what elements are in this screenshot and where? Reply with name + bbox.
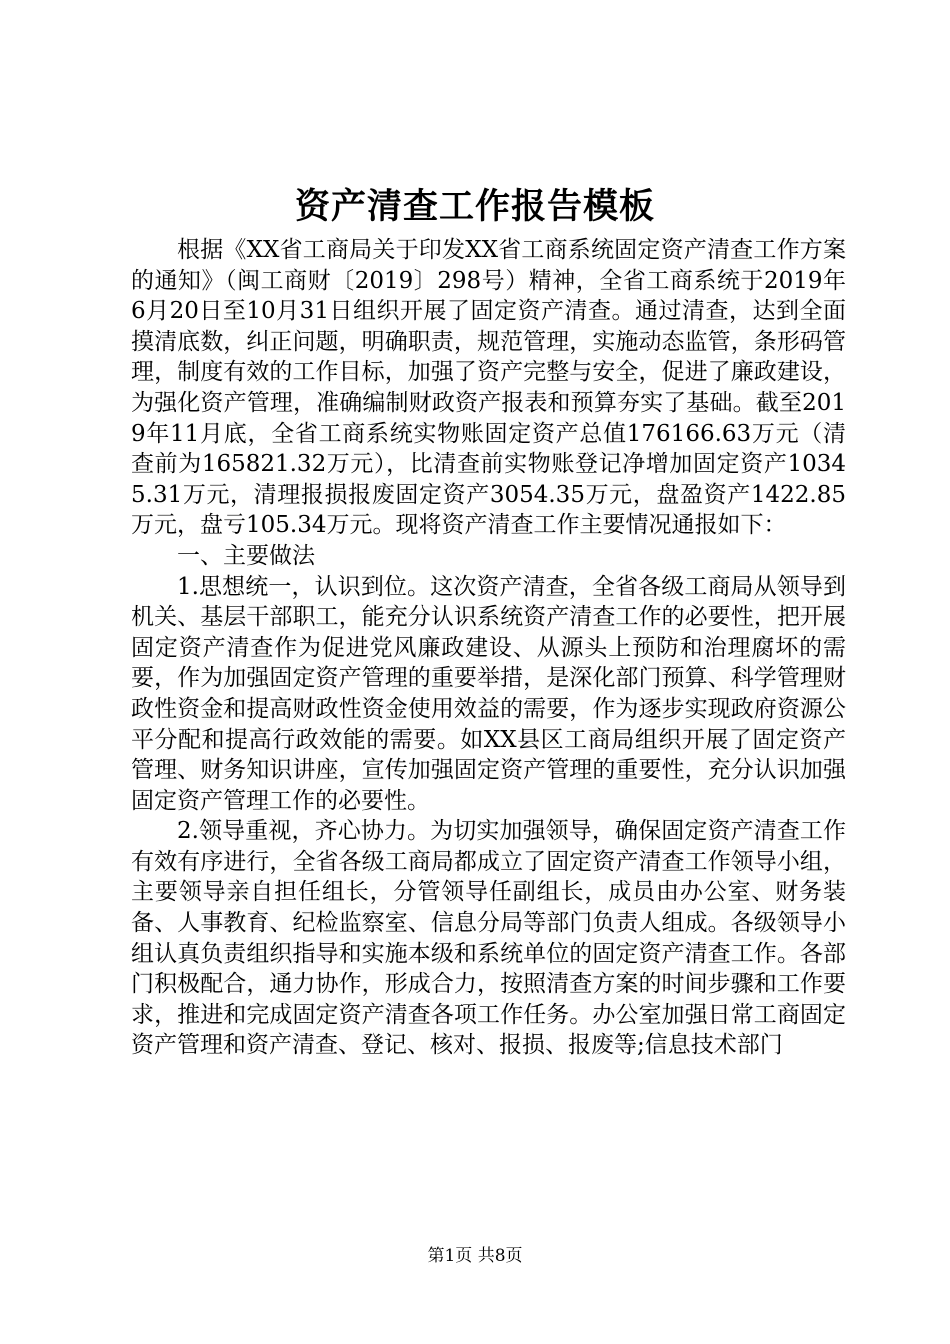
document-body [131,235,846,1061]
point-1-paragraph: 1.思想统一，认识到位。这次资产清查，全省各级工商局从领导到机关、基层干部职工，能充分认识系统资产清查工作的必要性，把开展固定资产清查作为促进党风廉政建设、从源头上预防和治理腐坏的需要，作为加强固定资产管理的重要举措，是深化部门预算、科学管理财政性资金和提高财政性资金使用效益的需要，作为逐步实现政府资源公平分配和提高行政效能的需要。如XX县区工商局组织开展了固定资产管理、财务知识讲座，宣传加强固定资产管理的重要性，充分认识加强固定资产管理工作的必要性。 [131,573,846,814]
section-heading: 一、主要做法 [177,542,315,569]
document-title: 资产清查工作报告模板 [294,186,655,227]
point-2-paragraph: 2.领导重视，齐心协力。为切实加强领导，确保固定资产清查工作有效有序进行，全省各级工商局都成立了固定资产清查工作领导小组，主要领导亲自担任组长，分管领导任副组长，成员由办公室、财务装备、人事教育、纪检监察室、信息分局等部门负责人组成。各级领导小组认真负责组织指导和实施本级和系统单位的固定资产清查工作。各部门积极配合，通力协作，形成合力，按照清查方案的时间步骤和工作要求，推进和完成固定资产清查各项工作任务。办公室加强日常工商固定资产管理和资产清查、登记、核对、报损、报废等;信息技术部门 [131,818,846,1059]
page-footer: 第1页 共8页 [427,1246,523,1266]
intro-paragraph: 根据《XX省工商局关于印发XX省工商系统固定资产清查工作方案的通知》（闽工商财〔2019〕298号）精神，全省工商系统于2019年6月20日至10月31日组织开展了固定资产清查。通过清查，达到全面摸清底数，纠正问题，明确职责，规范管理，实施动态监管，条形码管理，制度有效的工作目标，加强了资产完整与安全，促进了廉政建设，为强化资产管理，准确编制财政资产报表和预算夯实了基础。截至2019年11月底，全省工商系统实物账固定资产总值176166.63万元（清查前为165821.32万元），比清查前实物账登记净增加固定资产10345.31万元，清理报损报废固定资产3054.35万元，盘盈资产1422.85万元，盘亏105.34万元。现将资产清查工作主要情况通报如下： [131,237,846,539]
